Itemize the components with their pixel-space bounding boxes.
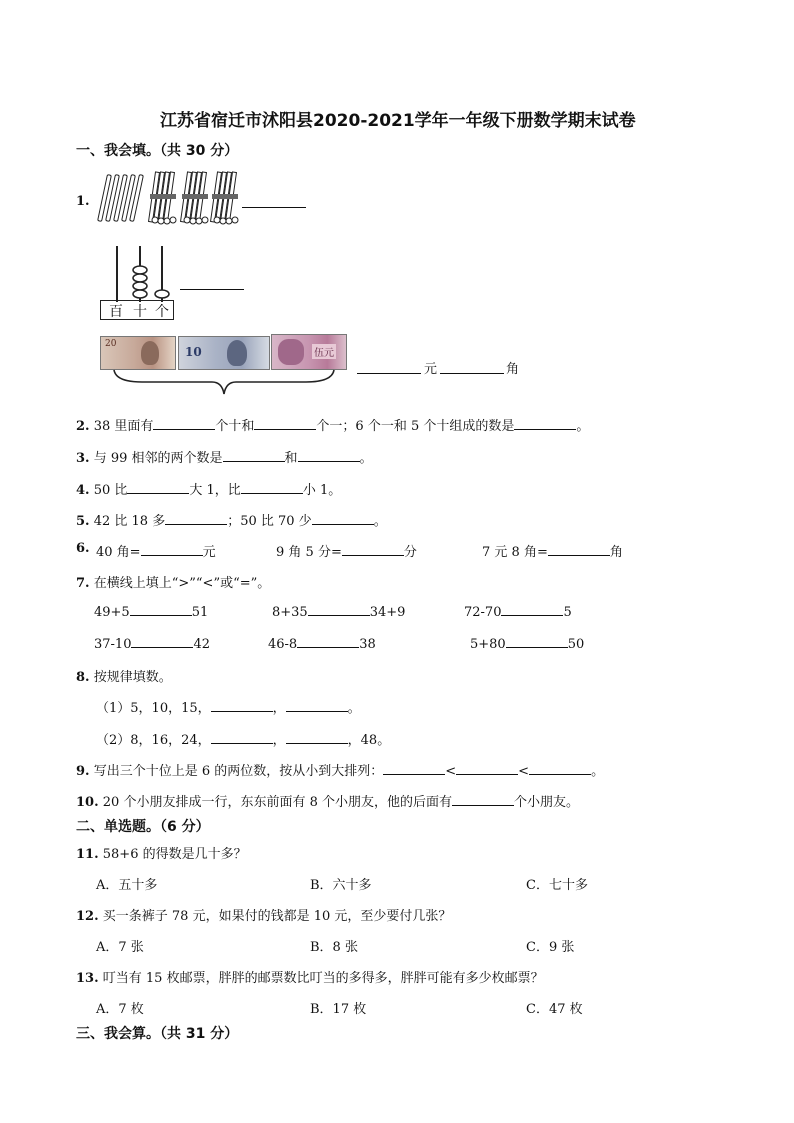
comparison-item: 72-70 5 — [464, 605, 572, 620]
banknote-10-image: 10 — [178, 336, 270, 370]
option-c[interactable]: C．七十多 — [526, 878, 588, 893]
question-6-number: 6. — [76, 541, 90, 556]
sequence-2: （2）8，16，24， ， ，48。 — [96, 733, 391, 748]
option-a[interactable]: A．五十多 — [96, 878, 158, 893]
page-title: 江苏省宿迁市沭阳县2020-2021学年一年级下册数学期末试卷 — [160, 111, 636, 131]
answer-blank[interactable] — [141, 543, 203, 556]
question-12: 12. 买一条裤子 78 元，如果付的钱都是 10 元，至少要付几张？ — [76, 909, 452, 924]
answer-blank-jiao[interactable] — [440, 373, 504, 374]
question-6-item-3: 7 元 8 角= 角 — [482, 545, 623, 560]
answer-blank[interactable] — [456, 762, 518, 775]
option-b[interactable]: B．8 张 — [310, 940, 358, 955]
sequence-1: （1）5，10，15， ， 。 — [96, 701, 361, 716]
answer-blank[interactable] — [501, 603, 563, 616]
option-a[interactable]: A．7 张 — [96, 940, 144, 955]
answer-blank[interactable] — [130, 603, 192, 616]
question-1-number: 1. — [76, 194, 90, 209]
question-8: 8. 按规律填数。 — [76, 670, 172, 685]
comparison-item: 37-10 42 — [94, 637, 211, 652]
section-1-heading: 一、我会填。（共 30 分） — [76, 143, 239, 159]
unit-yuan: 元 — [424, 362, 438, 377]
question-2: 2. 38 里面有 个十和 个一；6 个一和 5 个十组成的数是 。 — [76, 419, 590, 434]
comparison-item: 5+80 50 — [470, 637, 585, 652]
brace-icon — [112, 368, 336, 398]
answer-blank[interactable] — [308, 603, 370, 616]
abacus-label-hundreds: 百 — [109, 304, 123, 320]
stick-bundle-icon — [210, 170, 240, 226]
sticks-illustration — [98, 170, 240, 226]
stick-bundle-icon — [180, 170, 210, 226]
answer-blank[interactable] — [211, 731, 273, 744]
answer-blank[interactable] — [211, 699, 273, 712]
answer-blank[interactable] — [506, 635, 568, 648]
question-9: 9. 写出三个十位上是 6 的两位数，按从小到大排列： < < 。 — [76, 764, 605, 779]
section-3-heading: 三、我会算。（共 31 分） — [76, 1026, 239, 1042]
answer-blank[interactable] — [452, 793, 514, 806]
answer-blank[interactable] — [241, 481, 303, 494]
answer-blank[interactable] — [514, 417, 576, 430]
answer-blank[interactable] — [286, 731, 348, 744]
answer-blank[interactable] — [298, 449, 360, 462]
question-6-item-1: 40 角= 元 — [96, 545, 216, 560]
option-c[interactable]: C．9 张 — [526, 940, 575, 955]
answer-blank[interactable] — [242, 207, 306, 208]
answer-blank[interactable] — [223, 449, 285, 462]
comparison-item: 49+5 51 — [94, 605, 209, 620]
section-2-heading: 二、单选题。（6 分） — [76, 819, 210, 835]
option-a[interactable]: A．7 枚 — [96, 1002, 144, 1017]
question-13: 13. 叮当有 15 枚邮票，胖胖的邮票数比叮当的多得多，胖胖可能有多少枚邮票？ — [76, 971, 544, 986]
abacus-label-ones: 个 — [155, 304, 169, 320]
answer-blank[interactable] — [548, 543, 610, 556]
abacus-illustration — [100, 244, 180, 322]
unit-jiao: 角 — [506, 362, 520, 377]
option-c[interactable]: C．47 枚 — [526, 1002, 583, 1017]
comparison-item: 46-8 38 — [268, 637, 376, 652]
answer-blank[interactable] — [254, 417, 316, 430]
question-5: 5. 42 比 18 多 ；50 比 70 少 。 — [76, 514, 387, 529]
answer-blank[interactable] — [165, 512, 227, 525]
answer-blank[interactable] — [342, 543, 404, 556]
answer-blank-yuan[interactable] — [357, 373, 421, 374]
answer-blank[interactable] — [286, 699, 348, 712]
answer-blank[interactable] — [383, 762, 445, 775]
banknote-5-jiao-image: 伍元 — [271, 334, 347, 370]
question-6-item-2: 9 角 5 分= 分 — [276, 545, 417, 560]
comparison-item: 8+35 34+9 — [272, 605, 406, 620]
abacus-label-tens: 十 — [133, 304, 147, 320]
answer-blank[interactable] — [180, 289, 244, 290]
question-7: 7. 在横线上填上“>”“<”或“=”。 — [76, 576, 271, 591]
answer-blank[interactable] — [131, 635, 193, 648]
banknote-20-image: 20 — [100, 336, 176, 370]
stick-bundle-icon — [148, 170, 178, 226]
question-3: 3. 与 99 相邻的两个数是 和 。 — [76, 451, 373, 466]
question-4: 4. 50 比 大 1，比 小 1。 — [76, 483, 342, 498]
answer-blank[interactable] — [529, 762, 591, 775]
answer-blank[interactable] — [153, 417, 215, 430]
answer-blank[interactable] — [297, 635, 359, 648]
answer-blank[interactable] — [127, 481, 189, 494]
answer-blank[interactable] — [312, 512, 374, 525]
option-b[interactable]: B．17 枚 — [310, 1002, 367, 1017]
question-11: 11. 58+6 的得数是几十多？ — [76, 847, 247, 862]
question-10: 10. 20 个小朋友排成一行，东东前面有 8 个小朋友，他的后面有 个小朋友。 — [76, 795, 579, 810]
option-b[interactable]: B．六十多 — [310, 878, 372, 893]
